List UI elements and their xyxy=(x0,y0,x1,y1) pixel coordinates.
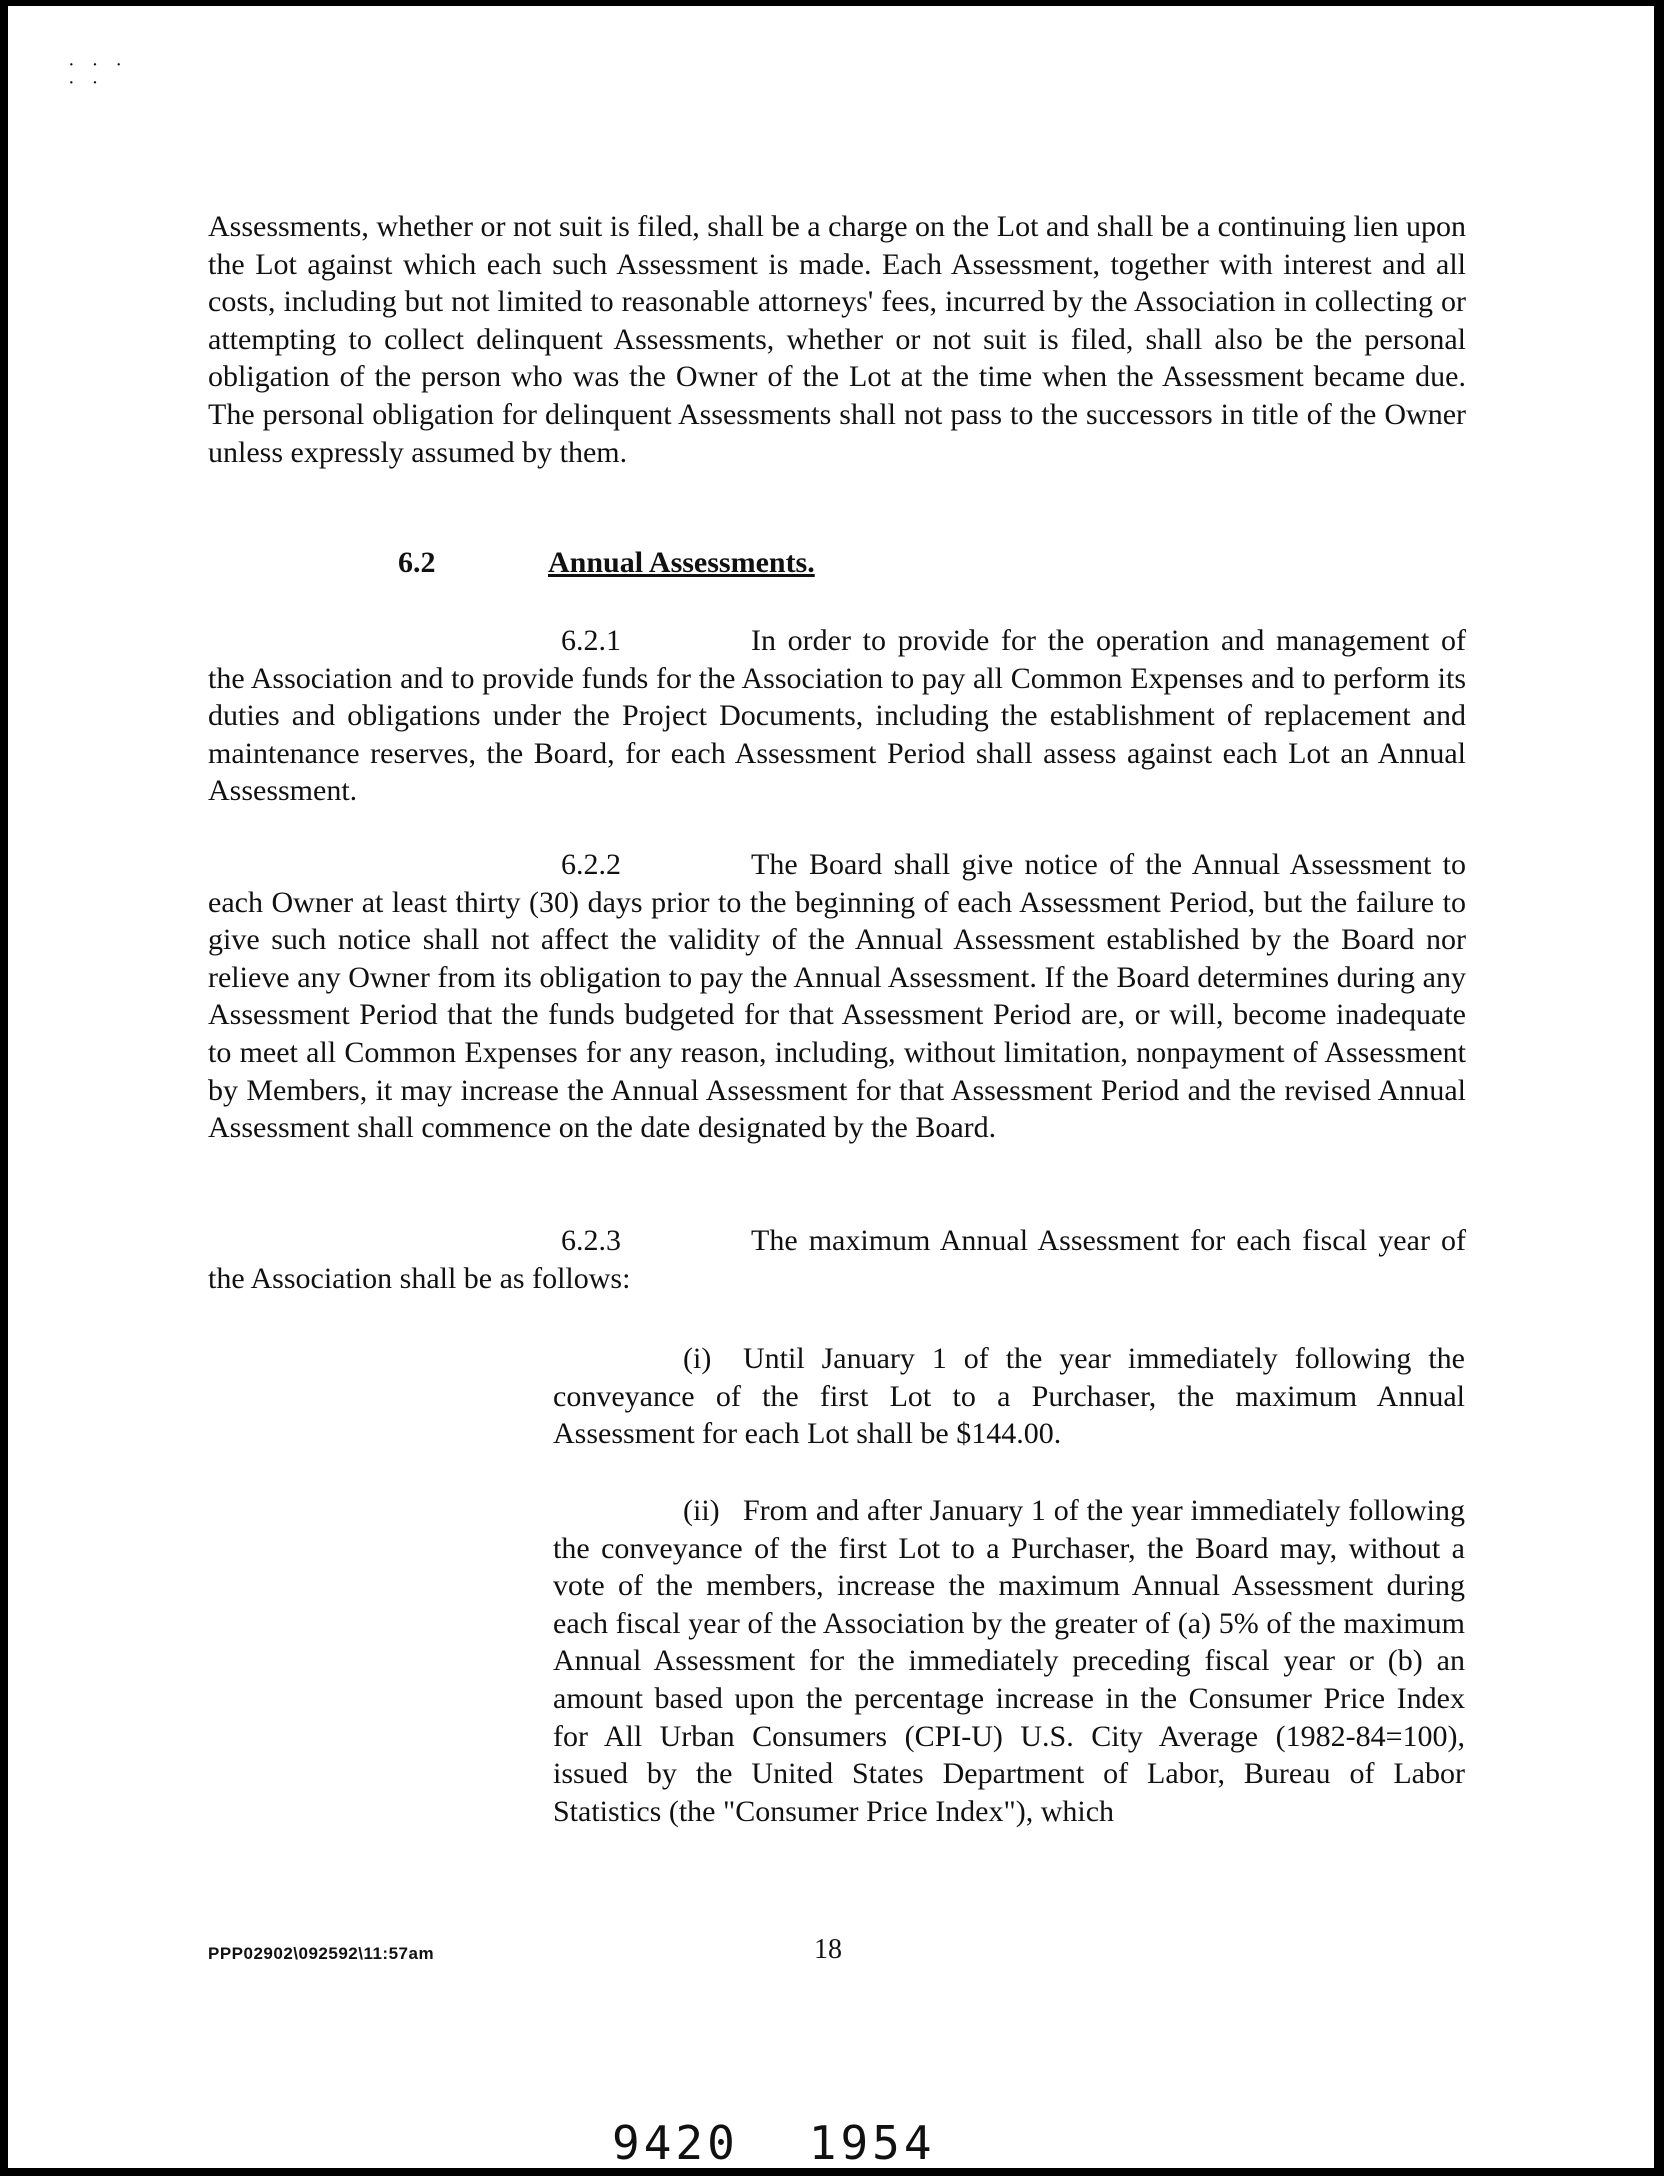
subsection-6-2-2 xyxy=(208,846,1466,1147)
subsection-text: The maximum Annual Assessment for each fiscal year of the Association shall be as follows: xyxy=(208,1224,1466,1295)
section-heading xyxy=(398,546,815,580)
page-number: 18 xyxy=(814,1934,842,1965)
section-number: 6.2 xyxy=(398,546,436,579)
subsection-6-2-1 xyxy=(208,622,1466,810)
list-item-i xyxy=(553,1340,1465,1453)
subsection-text: In order to provide for the operation and management of the Association and to provide funds for the Association to pay all Common Expenses and to perform its duties and obligations under the Project Documents, including the establishment of replacement and maintenance reserves, the Board, for each Assessment Period shall assess against each Lot an Annual Assessment. xyxy=(208,624,1466,808)
subsection-text: The Board shall give notice of the Annual Assessment to each Owner at least thirty (30) days prior to the beginning of each Assessment Period, but the failure to give such notice shall not affect the validity of the Annual Assessment established by the Board nor relieve any Owner from its obligation to pay the Annual Assessment. If the Board determines during any Assessment Period that the funds budgeted for that Assessment Period are, or will, become inadequate to meet all Common Expenses for any reason, including, without limitation, nonpayment of Assessment by Members, it may increase the Annual Assessment for that Assessment Period and the revised Annual Assessment shall commence on the date designated by the Board. xyxy=(208,848,1466,1145)
footer-file-code: PPP02902\092592\11:57am xyxy=(208,1944,435,1963)
item-label: (ii) xyxy=(683,1494,720,1527)
item-text: Until January 1 of the year immediately following the conveyance of the first Lot to a Purchaser, the maximum Annual Assessment for each Lot shall be $144.00. xyxy=(553,1342,1465,1451)
subsection-6-2-3 xyxy=(208,1222,1466,1297)
scan-specks: · · · · · xyxy=(68,54,128,94)
subsection-number: 6.2.2 xyxy=(561,848,621,881)
subsection-number: 6.2.1 xyxy=(561,624,621,657)
document-body xyxy=(8,6,1654,2168)
item-label: (i) xyxy=(683,1342,712,1375)
stamp-number-1: 9420 xyxy=(612,2116,739,2168)
paragraph-continued: Assessments, whether or not suit is filed, shall be a charge on the Lot and shall be a continuing lien upon the Lot against which each such Assessment is made. Each Assessment, together with interest and all costs, including but not limited to reasonable attorneys' fees, incurred by the Association in collecting or attempting to collect delinquent Assessments, whether or not suit is filed, shall also be the personal obligation of the person who was the Owner of the Lot at the time when the Assessment became due. The personal obligation for delinquent Assessments shall not pass to the successors in title of the Owner unless expressly assumed by them. xyxy=(208,210,1466,469)
section-title: Annual Assessments. xyxy=(548,546,815,579)
document-page xyxy=(8,6,1654,2168)
handwritten-stamp xyxy=(612,2116,936,2168)
stamp-number-2: 1954 xyxy=(808,2116,936,2168)
subsection-number: 6.2.3 xyxy=(561,1224,621,1257)
item-text: From and after January 1 of the year immediately following the conveyance of the first Lot to a Purchaser, the Board may, without a vote of the members, increase the maximum Annual Assessment during each fiscal year of the Association by the greater of (a) 5% of the maximum Annual Assessment for the immediately preceding fiscal year or (b) an amount based upon the percentage increase in the Consumer Price Index for All Urban Consumers (CPI-U) U.S. City Average (1982-84=100), issued by the United States Department of Labor, Bureau of Labor Statistics (the "Consumer Price Index"), which xyxy=(553,1494,1465,1828)
list-item-ii xyxy=(553,1492,1465,1830)
